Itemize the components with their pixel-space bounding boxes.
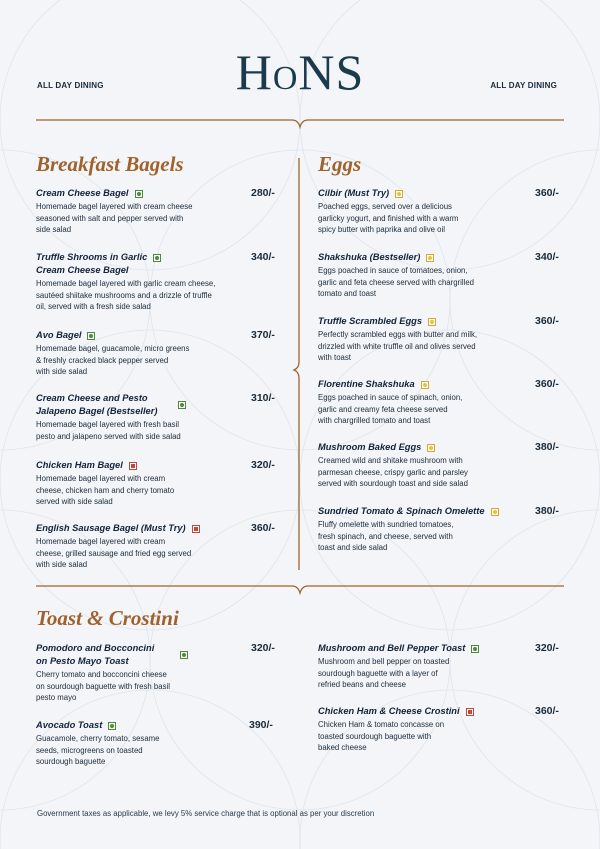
item-price: 390/- [249,719,273,731]
item-name-line2: Jalapeno Bagel (Bestseller) [36,406,158,416]
item-price: 310/- [251,392,275,404]
item-name: Sundried Tomato & Spinach Omelette [318,506,485,516]
item-price: 360/- [535,187,559,199]
item-name-line2: on Pesto Mayo Toast [36,656,129,666]
item-name: Mushroom Baked Eggs [318,442,422,452]
item-description: Homemade bagel layered with cream cheese, chicken ham and cherry tomato served with side salad [36,474,175,506]
tagline-right: ALL DAY DINING [490,81,557,90]
menu-item-chicken-ham-bagel [36,459,246,508]
menu-item-chicken-ham-crostini [318,705,528,754]
item-price: 360/- [251,522,275,534]
section-title-toast: Toast & Crostini [36,606,179,630]
item-description: Chicken Ham & tomato concasse on toasted sourdough baguette with baked cheese [318,720,445,752]
non-veg-icon [466,708,474,716]
item-name: Avocado Toast [36,720,103,730]
item-name: Shakshuka (Bestseller) [318,252,421,262]
menu-item-truffle-scrambled-eggs [318,315,528,364]
menu-item-english-sausage-bagel [36,522,251,571]
item-price: 360/- [535,378,559,390]
menu-item-truffle-shrooms-bagel [36,251,251,313]
item-description: Poached eggs, served over a delicious garlicky yogurt, and finished with a warm spicy butter with paprika and olive oil [318,202,459,234]
tagline-left: ALL DAY DINING [37,81,104,90]
item-name: Chicken Ham & Cheese Crostini [318,706,460,716]
item-price: 370/- [251,329,275,341]
item-description: Creamed wild and shitake mushroom with parmesan cheese, crispy garlic and parsley served with sourdough toast and side salad [318,456,468,488]
item-description: Eggs poached in sauce of tomatoes, onion, garlic and feta cheese served with chargrilled tomato and toast [318,266,475,298]
menu-item-florentine-shakshuka [318,378,523,427]
egg-icon [428,318,436,326]
menu-item-cilbir [318,187,523,236]
veg-icon [135,190,143,198]
item-description: Homemade bagel layered with cream cheese seasoned with salt and pepper served with side salad [36,202,193,234]
egg-icon [395,190,403,198]
item-description: Perfectly scrambled eggs with butter and milk, drizzled with white truffle oil and olives served with toast [318,330,478,362]
item-name: Cream Cheese and Pesto [36,393,148,403]
non-veg-icon [129,462,137,470]
menu-item-cream-cheese-bagel [36,187,256,236]
menu-item-avo-bagel [36,329,246,378]
veg-icon [180,651,188,659]
item-description: Cherry tomato and bocconcini cheese on sourdough baguette with fresh basil pesto mayo [36,670,170,702]
center-column-divider [290,158,306,570]
non-veg-icon [192,525,200,533]
veg-icon [471,645,479,653]
item-price: 340/- [535,251,559,263]
section-title-breakfast: Breakfast Bagels [36,152,184,176]
egg-icon [426,254,434,262]
item-price: 320/- [251,459,275,471]
egg-icon [421,381,429,389]
veg-icon [87,332,95,340]
menu-item-shakshuka [318,251,528,300]
item-name: Pomodoro and Bocconcini [36,643,155,653]
item-price: 360/- [535,705,559,717]
item-description: Mushroom and bell pepper on toasted sourdough baguette with a layer of refried beans and cheese [318,657,450,689]
item-description: Homemade bagel layered with garlic cream cheese, sautéed shiitake mushrooms and a drizzle of truffle oil, served with a fresh side salad [36,279,216,311]
middle-divider [36,580,564,596]
veg-icon [153,254,161,262]
section-title-eggs: Eggs [318,152,362,176]
menu-item-sundried-tomato-omelette [318,505,530,554]
veg-icon [108,722,116,730]
menu-item-pomodoro-bocconcini [36,642,241,704]
menu-item-mushroom-baked-eggs [318,441,528,490]
item-description: Homemade bagel layered with cream cheese, grilled sausage and fried egg served with side salad [36,537,192,569]
item-name: Cilbir (Must Try) [318,188,390,198]
item-name: Chicken Ham Bagel [36,460,123,470]
item-name: Florentine Shakshuka [318,379,415,389]
item-name-line2: Cream Cheese Bagel [36,265,129,275]
menu-item-pesto-jalapeno-bagel [36,392,254,442]
egg-icon [491,508,499,516]
menu-item-avocado-toast [36,719,236,768]
item-price: 380/- [535,505,559,517]
item-name: English Sausage Bagel (Must Try) [36,523,186,533]
logo-letter-o: O [272,60,299,97]
item-description: Fluffy omelette with sundried tomatoes, fresh spinach, and cheese, served with toast and side salad [318,520,454,552]
egg-icon [427,444,435,452]
item-description: Eggs poached in sauce of spinach, onion, garlic and creamy feta cheese served with chargrilled tomato and toast [318,393,463,425]
menu-item-mushroom-bell-pepper-toast [318,642,528,691]
item-description: Guacamole, cherry tomato, sesame seeds, microgreens on toasted sourdough baguette [36,734,160,766]
item-price: 280/- [251,187,275,199]
item-price: 380/- [535,441,559,453]
item-description: Homemade bagel layered with fresh basil pesto and jalapeno served with side salad [36,420,181,441]
item-name: Cream Cheese Bagel [36,188,129,198]
item-price: 320/- [535,642,559,654]
top-divider [36,114,564,130]
item-name: Truffle Scrambled Eggs [318,316,423,326]
item-price: 360/- [535,315,559,327]
veg-icon [178,401,186,409]
item-description: Homemade bagel, guacamole, micro greens & freshly cracked black pepper served with side salad [36,344,190,376]
footer-note: Government taxes as applicable, we levy 5% service charge that is optional as per your discretion [37,809,375,818]
logo-letter-h: H [235,44,273,100]
item-name: Truffle Shrooms in Garlic [36,252,148,262]
item-name: Avo Bagel [36,330,82,340]
brand-logo [0,44,600,107]
item-price: 320/- [251,642,275,654]
item-name: Mushroom and Bell Pepper Toast [318,643,466,653]
item-price: 340/- [251,251,275,263]
logo-letters-ns: NS [298,44,365,100]
